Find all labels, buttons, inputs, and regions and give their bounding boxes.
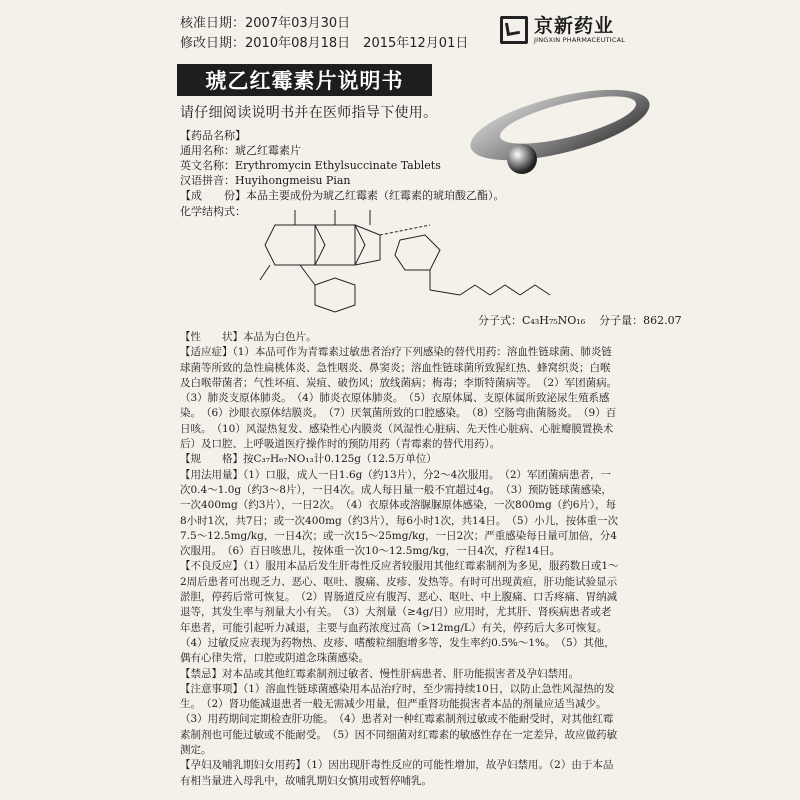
section-header: 【禁忌】 bbox=[180, 667, 222, 680]
structure-label: 化学结构式： bbox=[180, 205, 246, 218]
section-text: （1）服用本品后发生肝毒性反应者较服用其他红霉素制剂为多见，服药数日或1～2周后患者可出现乏力、恶心、呕吐、腹痛、皮疹、发热等。有时可出现黄疸，肝功能试验显示淤胆，停药后常可恢复。 （2）胃肠道反应有腹泻、恶心、呕吐、中上腹痛、口舌疼痛、胃纳减退等，其发生率与剂量大小有关。 （3）大剂量（≥4g/日）应用时，尤其肝、肾疾病患者或老年患者，可能引起听力减退，主要与血药浓度过高（>12mg/L）有关，停药后大多可恢复。 （4）过敏反应表现为药物热、皮疹、嗜酸粒细胞增多等，发生率约0.5%～1%。 （5）其他，偶有心律失常，口腔或阴道念珠菌感染。 bbox=[180, 560, 619, 665]
molecular-formula: 分子式：C₄₃H₇₅NO₁₆ bbox=[478, 314, 586, 327]
section-header: 【规 格】 bbox=[180, 453, 243, 466]
section-header: 【注意事项】 bbox=[180, 682, 243, 695]
section-appearance bbox=[180, 330, 620, 345]
english-name: 英文名称：Erythromycin Ethylsuccinate Tablets bbox=[180, 159, 441, 172]
dates-block bbox=[180, 14, 468, 54]
section-indications bbox=[180, 345, 623, 452]
approval-date: 核准日期：2007年03月30日 bbox=[180, 16, 351, 31]
composition-header: 【成 份】 bbox=[180, 189, 246, 202]
revision-date: 修改日期：2010年08月18日 2015年12月01日 bbox=[180, 36, 469, 51]
section-header: 【不良反应】 bbox=[180, 560, 243, 573]
section-text: 对本品或其他红霉素制剂过敏者、慢性肝病患者、肝功能损害者及孕妇禁用。 bbox=[222, 667, 579, 680]
logo-chinese-name: 京新药业 bbox=[534, 15, 615, 37]
drug-name-section bbox=[180, 128, 441, 188]
company-logo bbox=[500, 16, 625, 46]
section-header: 【孕妇及哺乳期妇女用药】 bbox=[180, 759, 306, 772]
section-pregnancy-lactation bbox=[180, 758, 620, 789]
drug-name-header: 【药品名称】 bbox=[180, 129, 246, 142]
section-text: 本品为白色片。 bbox=[243, 331, 317, 343]
leaflet-sections bbox=[180, 330, 623, 789]
section-text: （1）因出现肝毒性反应的可能性增加，故孕妇禁用。（2）由于本品有相当量进入母乳中，故哺乳期妇女慎用或暂停哺乳。 bbox=[180, 759, 614, 787]
logo-english-name: JINGXIN PHARMACEUTICAL bbox=[534, 36, 626, 44]
chemical-structure-diagram bbox=[240, 200, 570, 330]
section-adverse-reactions bbox=[180, 559, 620, 666]
section-text: （1）溶血性链球菌感染用本品治疗时，至少需持续10日，以防止急性风湿热的发生。 （2）肾功能减退患者一般无需减少用量，但严重肾功能损害者本品的剂量应适当减少。 （3）用药期间定期检查肝功能。 （4）患者对一种红霉素制剂过敏或不能耐受时，对其他红霉素制剂也可能过敏或不能耐受。 （5）因不同细菌对红霉素的敏感性存在一定差异，故应做药敏测定。 bbox=[180, 682, 618, 757]
section-text: （1）本品可作为青霉素过敏患者治疗下列感染的替代用药：溶血性链球菌、肺炎链球菌等所致的急性扁桃体炎、急性咽炎、鼻窦炎；溶血性链球菌所致猩红热、蜂窝织炎；白喉及白喉带菌者；气性坏疽、炭疽、破伤风；放线菌病；梅毒；李斯特菌病等。 （2）军团菌病。 （3）肺炎支原体肺炎。 （4）肺炎衣原体肺炎。 （5）衣原体属、支原体属所致泌尿生殖系感染。 （6）沙眼衣原体结膜炎。 （7）厌氧菌所致的口腔感染。 （8）空肠弯曲菌肠炎。 （9）百日咳。 （10）风湿热复发、感染性心内膜炎（风湿性心脏病、先天性心脏病、心脏瓣膜置换术后）及口腔、上呼吸道医疗操作时的预防用药（青霉素的替代用药）。 bbox=[180, 346, 623, 451]
section-header: 【性 状】 bbox=[180, 331, 243, 343]
section-dosage bbox=[180, 468, 620, 560]
section-header: 【用法用量】 bbox=[180, 468, 243, 481]
section-contraindications bbox=[180, 667, 620, 682]
logo-mark-icon bbox=[500, 16, 528, 44]
pinyin-name: 汉语拼音：Huyihongmeisu Pian bbox=[180, 174, 351, 187]
document-subtitle: 请仔细阅读说明书并在医师指导下使用。 bbox=[180, 105, 438, 121]
composition-text: 本品主要成份为琥乙红霉素（红霉素的琥珀酸乙酯）。 bbox=[246, 189, 505, 202]
molecular-weight: 分子量：862.07 bbox=[599, 314, 682, 327]
section-header: 【适应症】 bbox=[180, 346, 233, 359]
section-specification bbox=[180, 452, 620, 467]
document-title: 琥乙红霉素片说明书 bbox=[177, 64, 432, 96]
section-precautions bbox=[180, 682, 620, 758]
generic-name: 通用名称：琥乙红霉素片 bbox=[180, 144, 301, 157]
formula-block bbox=[478, 312, 682, 328]
section-text: 按C₃₇H₆₇NO₁₃计0.125g（12.5万单位） bbox=[243, 453, 437, 466]
section-text: （1）口服，成人一日1.6g（约13片），分2～4次服用。 （2）军团菌病患者，一次0.4～1.0g（约3～8片），一日4次。成人每日量一般不宜超过4g。 （3）预防链球菌感染，一次400mg（约3片），一日2次。 （4）衣原体或溶脲脲原体感染，一次800mg（约6片），每8小时1次，共7日；或一次400mg（约3片），每6小时1次，共14日。 （5）小儿，按体重一次7.5～12.5mg/kg，一日4次；或一次15～25mg/kg，一日2次；严重感染每日量可加倍，分4次服用。 （6）百日咳患儿，按体重一次10～12.5mg/kg，一日4次，疗程14日。 bbox=[180, 468, 619, 558]
